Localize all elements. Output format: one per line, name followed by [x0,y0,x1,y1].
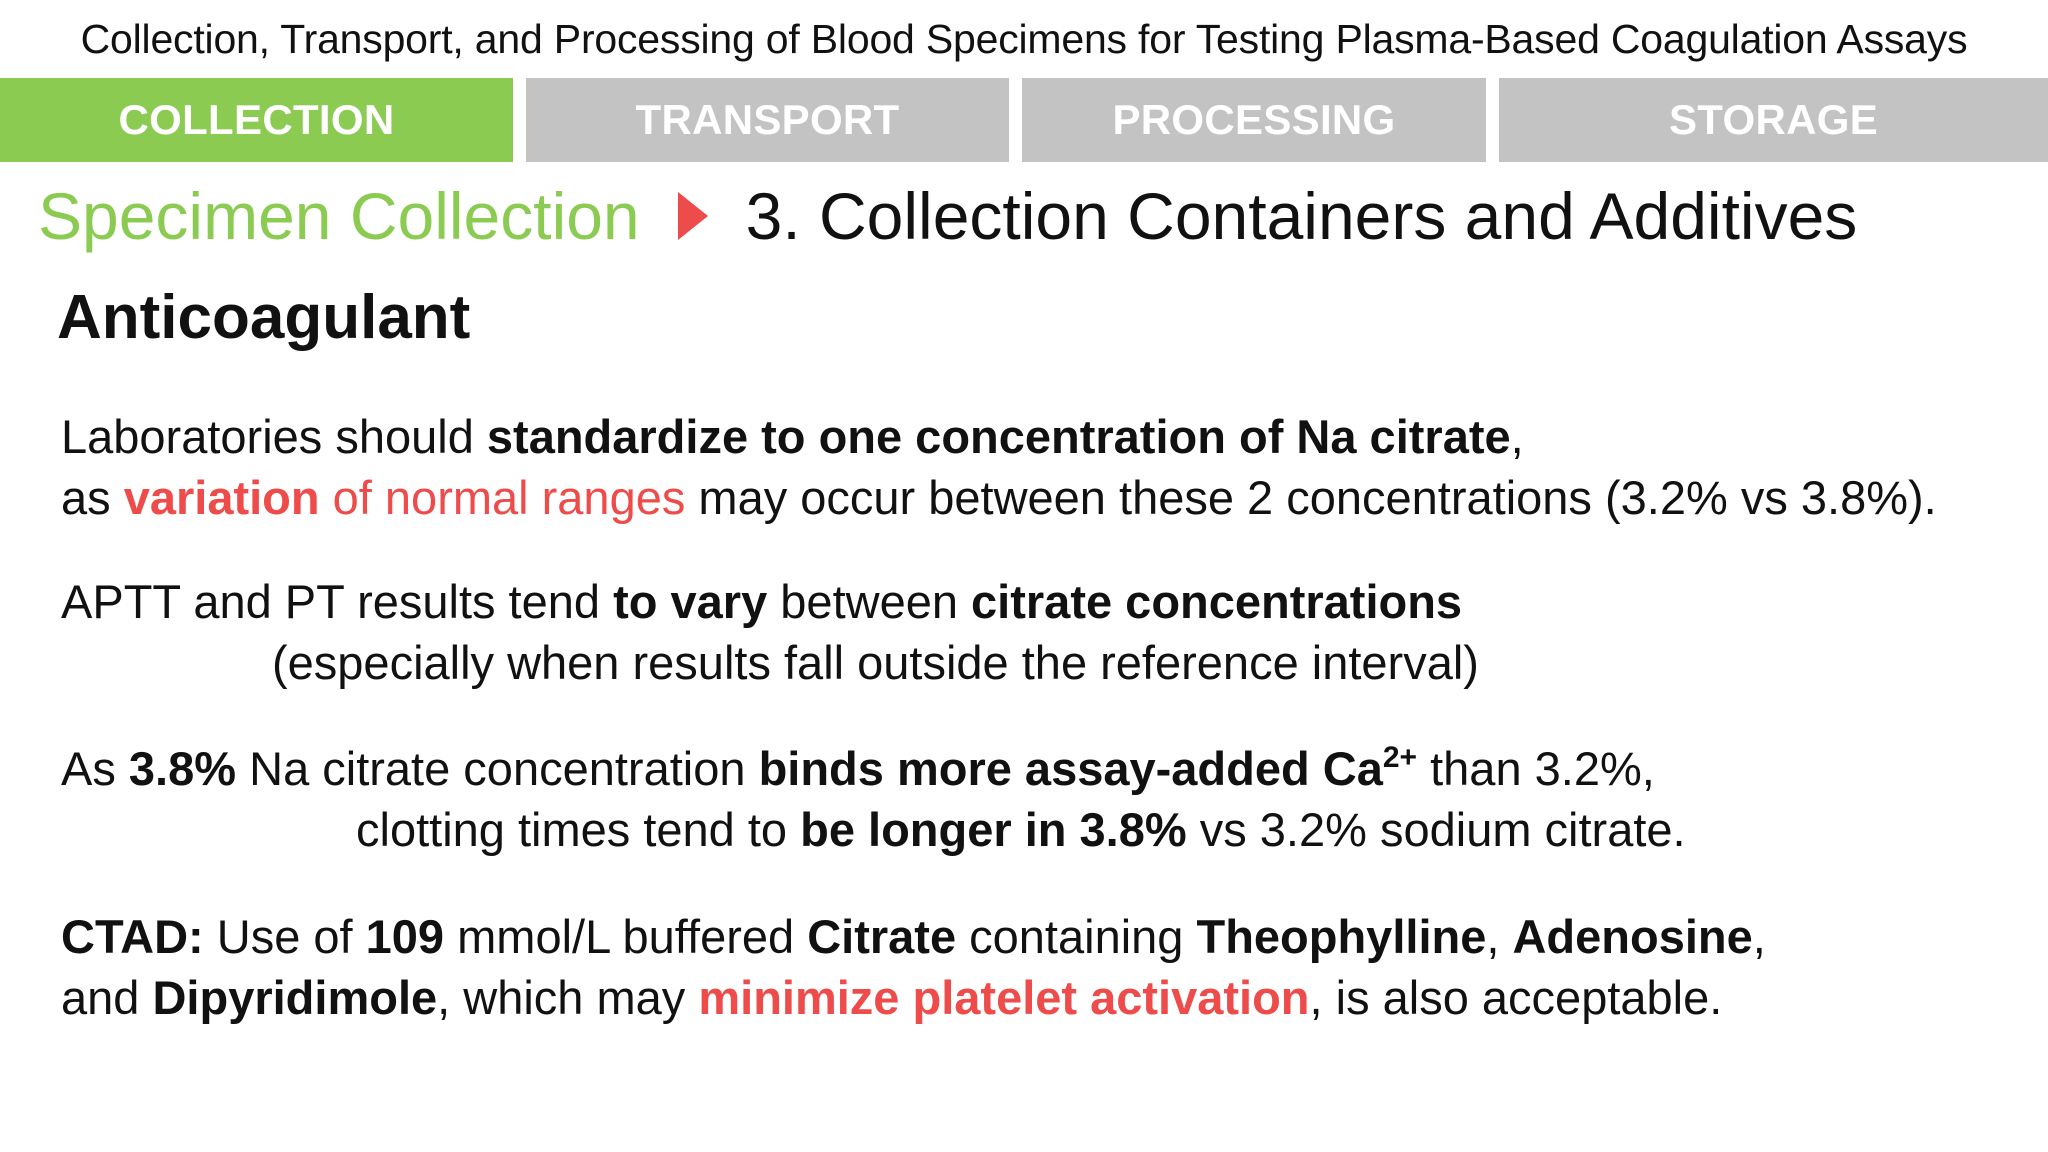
section-heading: Anticoagulant [57,283,471,352]
text-run: containing [956,910,1197,963]
text-line [61,906,1766,967]
breadcrumb [38,176,1857,256]
text-run: mmol/L buffered [444,910,808,963]
tab-transport[interactable]: TRANSPORT [526,78,1009,162]
superscript-text: 2+ [1382,741,1418,774]
breadcrumb-current: 3. Collection Containers and Additives [745,179,1858,253]
tab-storage[interactable]: STORAGE [1499,78,2048,162]
page-title: Collection, Transport, and Processing of Blood Specimens for Testing Plasma-Based Coagulation Assays [80,15,1968,62]
text-run: Na citrate concentration [236,742,759,795]
tab-collection[interactable]: COLLECTION [0,78,513,162]
text-run: between [767,575,972,628]
bold-text: binds more assay-added Ca [758,742,1383,795]
bold-text: Dipyridimole [152,971,438,1024]
paragraph-ctad [61,906,1766,1028]
bold-text: standardize to one concentration of Na citrate [486,410,1511,463]
bold-text: CTAD: [61,910,204,963]
bold-text: Theophylline [1196,910,1487,963]
paragraph-standardize [61,406,1937,528]
text-run: APTT and PT results tend [61,575,614,628]
text-line [61,571,1479,632]
text-line [61,799,1686,860]
highlight-text: minimize platelet activation [698,971,1310,1024]
text-run: and [61,971,153,1024]
bold-text: be longer in 3.8% [800,803,1187,856]
breadcrumb-parent[interactable]: Specimen Collection [38,179,640,253]
text-line [61,467,1937,528]
text-run: than 3.2%, [1417,742,1655,795]
text-run: clotting times tend to [356,803,801,856]
text-line [61,967,1766,1028]
text-line [61,738,1686,799]
highlight-text: of normal ranges [319,471,686,524]
text-run: , [1510,410,1524,463]
text-run: vs 3.2% sodium citrate. [1186,803,1686,856]
play-arrow-icon [678,192,708,240]
text-run: as [61,471,124,524]
section-tabs [0,78,2048,162]
text-line [61,406,1937,467]
paragraph-aptt-pt [61,571,1479,693]
text-run: , is also acceptable. [1309,971,1723,1024]
text-run: Laboratories should [61,410,487,463]
highlight-text: variation [123,471,320,524]
text-run: , [1752,910,1766,963]
text-run: As [61,742,129,795]
bold-text: Adenosine [1512,910,1753,963]
text-run: , [1486,910,1513,963]
tab-processing[interactable]: PROCESSING [1022,78,1486,162]
paragraph-calcium-binding [61,738,1686,860]
text-run: may occur between these 2 concentrations (3.2% vs 3.8%). [685,471,1937,524]
bold-text: citrate concentrations [971,575,1463,628]
bold-text: 109 [365,910,445,963]
text-run: , which may [437,971,699,1024]
bold-text: 3.8% [128,742,237,795]
bold-text: to vary [613,575,768,628]
bold-text: Citrate [807,910,957,963]
text-run: Use of [203,910,366,963]
text-line: (especially when results fall outside the reference interval) [272,636,1479,689]
